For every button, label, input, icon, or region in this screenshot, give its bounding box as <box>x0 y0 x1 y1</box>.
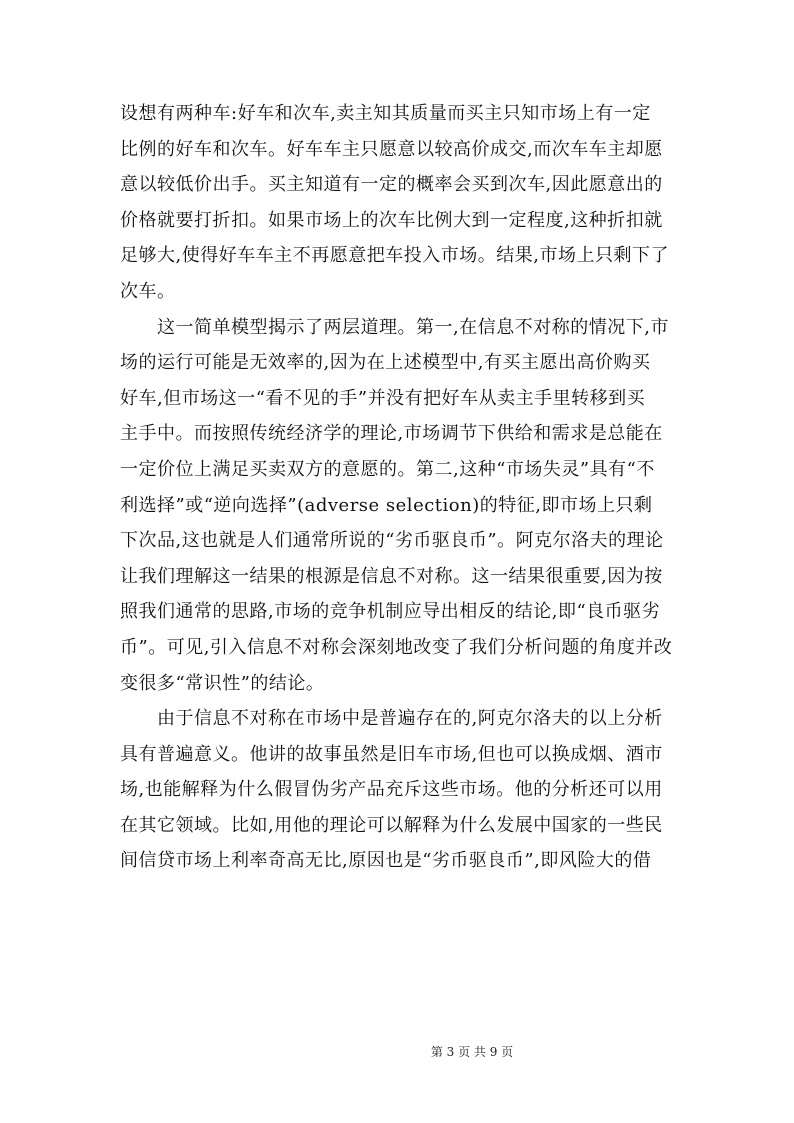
text-line: 次车。 <box>120 280 176 302</box>
text-line: 足够大,使得好车车主不再愿意把车投入市场。结果,市场上只剩下了 <box>120 245 669 267</box>
text-line: 好车,但市场这一“看不见的手”并没有把好车从卖主手里转移到买 <box>120 387 646 409</box>
page-number-footer: 第 3 页 共 9 页 <box>430 1045 514 1059</box>
text-line: 利选择”或“逆向选择”(adverse selection)的特征,即市场上只剩 <box>120 494 653 516</box>
text-line: 由于信息不对称在市场中是普遍存在的,阿克尔洛夫的以上分析 <box>120 708 663 730</box>
text-line: 比例的好车和次车。好车车主只愿意以较高价成交,而次车车主却愿 <box>120 138 663 160</box>
text-line: 在其它领域。比如,用他的理论可以解释为什么发展中国家的一些民 <box>120 814 663 836</box>
text-line: 币”。可见,引入信息不对称会深刻地改变了我们分析问题的角度并改 <box>120 636 673 658</box>
text-line: 间信贷市场上利率奇高无比,原因也是“劣币驱良币”,即风险大的借 <box>120 850 652 872</box>
text-line: 意以较低价出手。买主知道有一定的概率会买到次车,因此愿意出的 <box>120 174 663 196</box>
text-line: 下次品,这也就是人们通常所说的“劣币驱良币”。阿克尔洛夫的理论 <box>120 530 664 552</box>
text-line: 一定价位上满足买卖双方的意愿的。第二,这种“市场失灵”具有“不 <box>120 458 655 480</box>
body-text <box>120 96 680 879</box>
text-line: 具有普遍意义。他讲的故事虽然是旧车市场,但也可以换成烟、酒市 <box>120 743 663 765</box>
text-line: 这一简单模型揭示了两层道理。第一,在信息不对称的情况下,市 <box>120 316 669 338</box>
text-line: 场的运行可能是无效率的,因为在上述模型中,有买主愿出高价购买 <box>120 352 651 374</box>
text-line: 设想有两种车:好车和次车,卖主知其质量而买主只知市场上有一定 <box>120 103 651 124</box>
text-line: 让我们理解这一结果的根源是信息不对称。这一结果很重要,因为按 <box>120 565 663 587</box>
text-line: 价格就要打折扣。如果市场上的次车比例大到一定程度,这种折扣就 <box>120 209 663 231</box>
text-line: 变很多“常识性”的结论。 <box>120 672 325 694</box>
text-line: 主手中。而按照传统经济学的理论,市场调节下供给和需求是总能在 <box>120 423 663 445</box>
text-line: 场,也能解释为什么假冒伪劣产品充斥这些市场。他的分析还可以用 <box>120 779 663 801</box>
text-line: 照我们通常的思路,市场的竞争机制应导出相反的结论,即“良币驱劣 <box>120 601 661 623</box>
